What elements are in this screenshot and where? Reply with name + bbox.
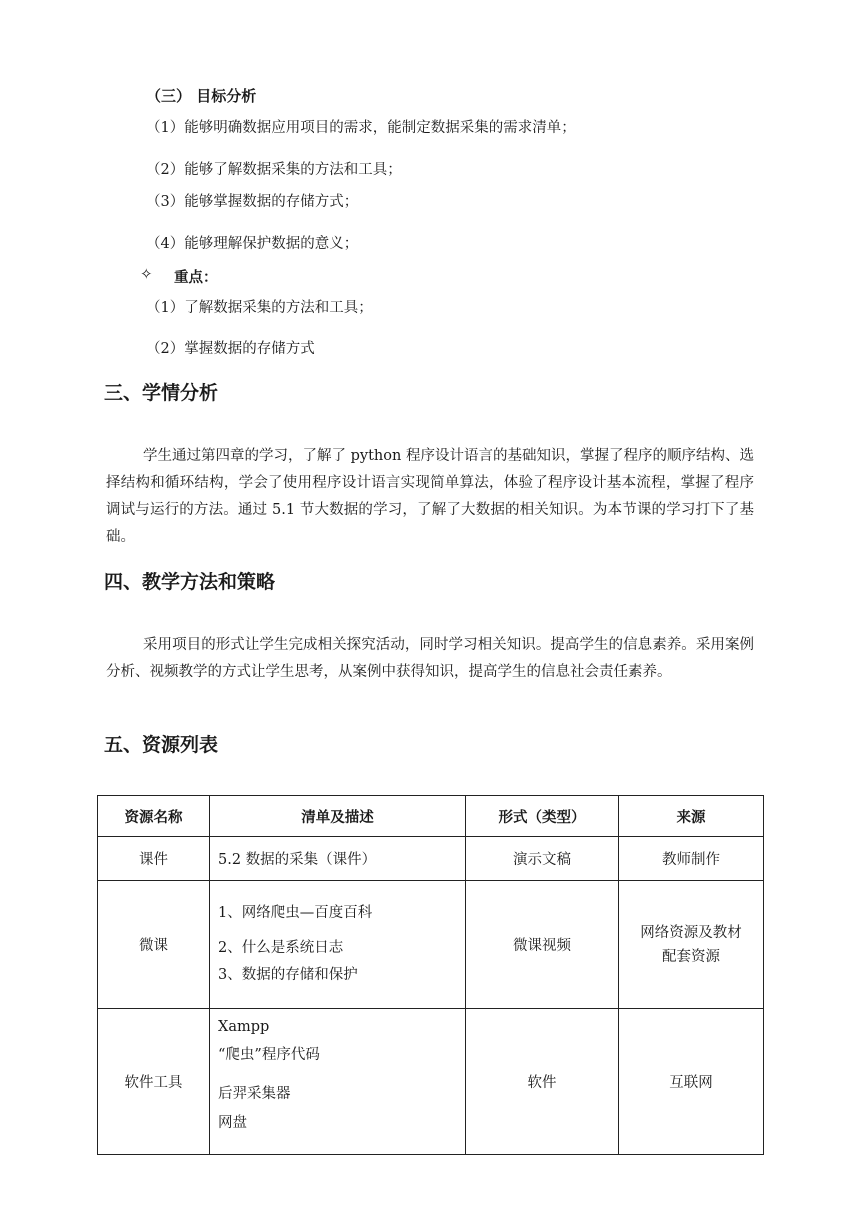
list-item: 1、网络爬虫—百度百科 [218,905,373,921]
header-list-description: 清单及描述 [210,796,466,837]
resource-table [97,795,764,1155]
goal-heading: （三） 目标分析 [146,87,257,105]
section-title-resource-list: 五、资源列表 [104,734,219,756]
cell-name: 软件工具 [98,1009,210,1155]
cell-type: 微课视频 [466,881,619,1009]
goal-item-3: （3）能够掌握数据的存储方式； [146,194,359,210]
section-title-teaching-methods: 四、教学方法和策略 [104,571,276,593]
cell-name: 课件 [98,837,210,881]
header-format-type: 形式（类型） [466,796,619,837]
list-item: 后羿采集器 [218,1086,291,1102]
source-line: 互联网 [669,1075,713,1091]
cell-source [619,837,764,881]
key-points-label: 重点： [174,270,218,286]
list-item: Xampp [218,1019,270,1035]
cell-source [619,881,764,1009]
learning-analysis-paragraph: 学生通过第四章的学习，了解了 python 程序设计语言的基础知识，掌握了程序的顺序结构、选择结构和循环结构，学会了使用程序设计语言实现简单算法，体验了程序设计基本流程，掌握了程序调试与运行的方法。通过 5.1 节大数据的学习，了解了大数据的相关知识。为本节课的学习打下了基础。 [106,448,754,545]
cell-source [619,1009,764,1155]
goal-item-2: （2）能够了解数据采集的方法和工具； [146,162,402,178]
cell-items [210,837,466,881]
list-item: “爬虫”程序代码 [218,1047,320,1063]
cell-items [210,881,466,1009]
source-line: 网络资源及教材 [640,924,742,941]
key-item-1: （1）了解数据采集的方法和工具； [146,300,373,316]
table-row [98,837,764,881]
cell-type: 软件 [466,1009,619,1155]
goal-item-1: （1）能够明确数据应用项目的需求，能制定数据采集的需求清单； [146,120,576,136]
teaching-methods-paragraph: 采用项目的形式让学生完成相关探究活动，同时学习相关知识。提高学生的信息素养。采用案例分析、视频教学的方式让学生思考，从案例中获得知识，提高学生的信息社会责任素养。 [106,637,754,680]
source-line: 教师制作 [662,852,720,868]
table-row [98,881,764,1009]
list-item: 网盘 [218,1115,247,1131]
table-header-row [98,796,764,837]
cell-name: 微课 [98,881,210,1009]
cell-items [210,1009,466,1155]
key-item-2: （2）掌握数据的存储方式 [146,341,315,357]
header-source: 来源 [619,796,764,837]
header-resource-name: 资源名称 [98,796,210,837]
section-title-learning-analysis: 三、学情分析 [104,382,219,404]
list-item: 2、什么是系统日志 [218,940,344,956]
list-item: 5.2 数据的采集（课件） [218,852,377,868]
table-row [98,1009,764,1155]
cell-type: 演示文稿 [466,837,619,881]
list-item: 3、数据的存储和保护 [218,967,358,983]
diamond-bullet-icon: ✧ [140,265,153,283]
source-line: 配套资源 [662,948,720,965]
goal-item-4: （4）能够理解保护数据的意义； [146,236,359,252]
